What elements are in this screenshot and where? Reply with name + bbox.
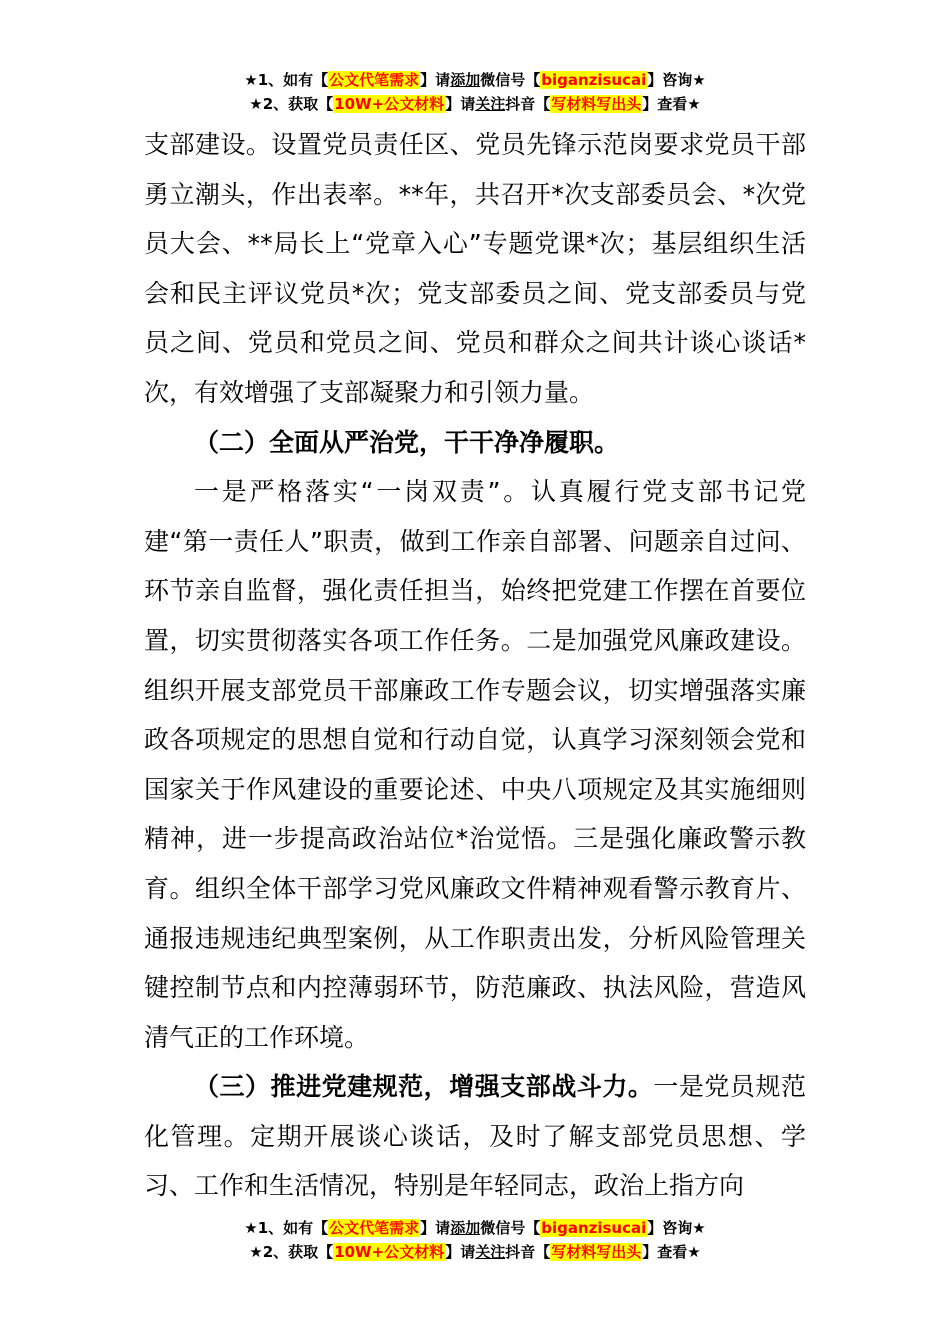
- paragraph-branch-building: 支部建设。设置党员责任区、党员先锋示范岗要求党员干部勇立潮头，作出表率。**年，共召开*次支部委员会、*次党员大会、**局长上“党章入心”专题党课*次；基层组织生活会和民主评议党员*次；党支部委员之间、党支部委员与党员之间、党员和党员之间、党员和群众之间共计谈心谈话*次，有效增强了支部凝聚力和引领力量。: [144, 130, 806, 407]
- section-heading-2: （二）全面从严治党，干干净净履职。: [194, 427, 620, 457]
- paragraph-party-standards: （三）推进党建规范，增强支部战斗力。一是党员规范化管理。定期开展谈心谈话，及时了解支部党员思想、学习、工作和生活情况，特别是年轻同志，政治上指方向: [144, 1072, 806, 1201]
- section-heading-3: （三）推进党建规范，增强支部战斗力。: [194, 1072, 654, 1102]
- banner-highlight-materials: 10W+公文材料: [334, 95, 445, 113]
- footer-banner: [0, 1216, 950, 1264]
- banner-line-1: ★1、如有【公文代笔需求】请添加微信号【biganzisucai】咨询★: [244, 71, 706, 89]
- banner-highlight-douyin: 写材料写出头: [551, 95, 642, 113]
- document-body: [144, 120, 806, 1211]
- banner-highlight-wechat: biganzisucai: [541, 71, 647, 89]
- banner-highlight-service: 公文代笔需求: [329, 71, 420, 89]
- paragraph-party-discipline: 一是严格落实“一岗双责”。认真履行党支部书记党建“第一责任人”职责，做到工作亲自部署、问题亲自过问、环节亲自监督，强化责任担当，始终把党建工作摆在首要位置，切实贯彻落实各项工作任务。二是加强党风廉政建设。组织开展支部党员干部廉政工作专题会议，切实增强落实廉政各项规定的思想自觉和行动自觉，认真学习深刻领会党和国家关于作风建设的重要论述、中央八项规定及其实施细则精神，进一步提高政治站位*治觉悟。三是强化廉政警示教育。组织全体干部学习党风廉政文件精神观看警示教育片、通报违规违纪典型案例，从工作职责出发，分析风险管理关键控制节点和内控薄弱环节，防范廉政、执法风险，营造风清气正的工作环境。: [144, 477, 806, 1052]
- footer-banner-line-2: ★2、获取【10W+公文材料】请关注抖音【写材料写出头】查看★: [249, 1243, 701, 1261]
- header-banner: [0, 68, 950, 116]
- footer-banner-line-1: ★1、如有【公文代笔需求】请添加微信号【biganzisucai】咨询★: [244, 1219, 706, 1237]
- banner-line-2: ★2、获取【10W+公文材料】请关注抖音【写材料写出头】查看★: [249, 95, 701, 113]
